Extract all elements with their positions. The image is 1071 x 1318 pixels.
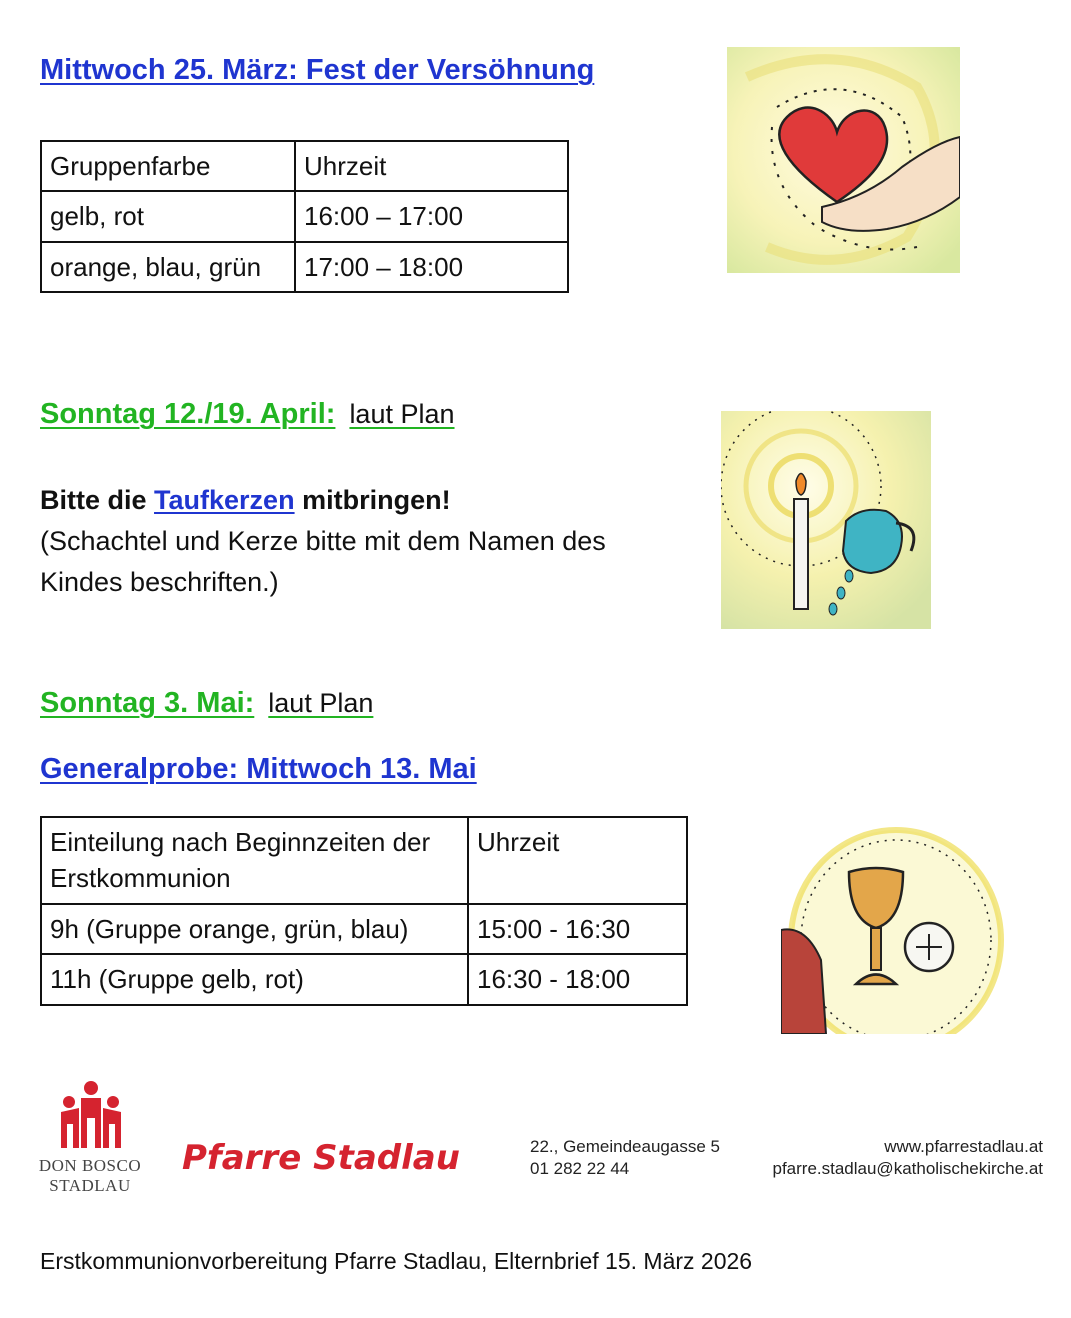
schedule-table-versoehnung bbox=[40, 140, 569, 293]
heading-sonntag-mai bbox=[40, 687, 373, 720]
heading-versoehnung: Mittwoch 25. März: Fest der Versöhnung bbox=[40, 54, 595, 86]
candle-jug-illustration bbox=[721, 411, 931, 629]
heading-generalprobe: Generalprobe: Mittwoch 13. Mai bbox=[40, 753, 477, 785]
table-row bbox=[41, 904, 687, 954]
don-bosco-line1: DON BOSCO bbox=[38, 1156, 142, 1175]
don-bosco-line2: STADLAU bbox=[49, 1176, 131, 1195]
table-header-cell: Einteilung nach Beginnzeiten der Erstkommunion bbox=[41, 817, 468, 904]
table-cell: gelb, rot bbox=[41, 191, 295, 241]
taufkerzen-link[interactable]: Taufkerzen bbox=[154, 485, 295, 515]
bring-prefix: Bitte die bbox=[40, 485, 147, 515]
website-link[interactable]: www.pfarrestadlau.at bbox=[884, 1137, 1043, 1156]
taufkerzen-note bbox=[40, 480, 690, 603]
table-row bbox=[41, 954, 687, 1004]
footer-contact bbox=[741, 1136, 1043, 1180]
document-footer-line: Erstkommunionvorbereitung Pfarre Stadlau, Elternbrief 15. März 2026 bbox=[40, 1248, 753, 1274]
table-row bbox=[41, 191, 568, 241]
email-link[interactable]: pfarre.stadlau@katholischekirche.at bbox=[772, 1159, 1043, 1178]
heading-sonntag-mai-date: Sonntag 3. Mai: bbox=[40, 687, 255, 719]
don-bosco-logo-text bbox=[25, 1156, 155, 1196]
table-cell: orange, blau, grün bbox=[41, 242, 295, 292]
instructions-text: (Schachtel und Kerze bitte mit dem Namen des Kindes beschriften.) bbox=[40, 526, 606, 597]
schedule-table-generalprobe bbox=[40, 816, 688, 1006]
table-header-row bbox=[41, 141, 568, 191]
heading-sonntag-april bbox=[40, 398, 455, 431]
table-cell: 16:00 – 17:00 bbox=[295, 191, 568, 241]
table-header-cell: Gruppenfarbe bbox=[41, 141, 295, 191]
phone-line: 01 282 22 44 bbox=[530, 1159, 630, 1178]
table-row bbox=[41, 242, 568, 292]
don-bosco-logo-icon bbox=[55, 1078, 127, 1150]
pfarre-stadlau-logo: Pfarre Stadlau bbox=[182, 1138, 460, 1178]
table-header-row bbox=[41, 817, 687, 904]
heart-hand-illustration bbox=[727, 47, 960, 273]
table-cell: 11h (Gruppe gelb, rot) bbox=[41, 954, 468, 1004]
laut-plan-note: laut Plan bbox=[349, 399, 455, 429]
address-line: 22., Gemeindeaugasse 5 bbox=[530, 1137, 720, 1156]
table-cell: 16:30 - 18:00 bbox=[468, 954, 687, 1004]
footer-address bbox=[530, 1136, 720, 1180]
table-header-cell: Uhrzeit bbox=[295, 141, 568, 191]
chalice-host-illustration bbox=[781, 800, 1016, 1034]
table-cell: 15:00 - 16:30 bbox=[468, 904, 687, 954]
laut-plan-note-mai: laut Plan bbox=[268, 688, 374, 718]
table-header-cell: Uhrzeit bbox=[468, 817, 687, 904]
bring-suffix: mitbringen! bbox=[302, 485, 451, 515]
heading-sonntag-april-date: Sonntag 12./19. April: bbox=[40, 398, 336, 430]
table-cell: 9h (Gruppe orange, grün, blau) bbox=[41, 904, 468, 954]
table-cell: 17:00 – 18:00 bbox=[295, 242, 568, 292]
